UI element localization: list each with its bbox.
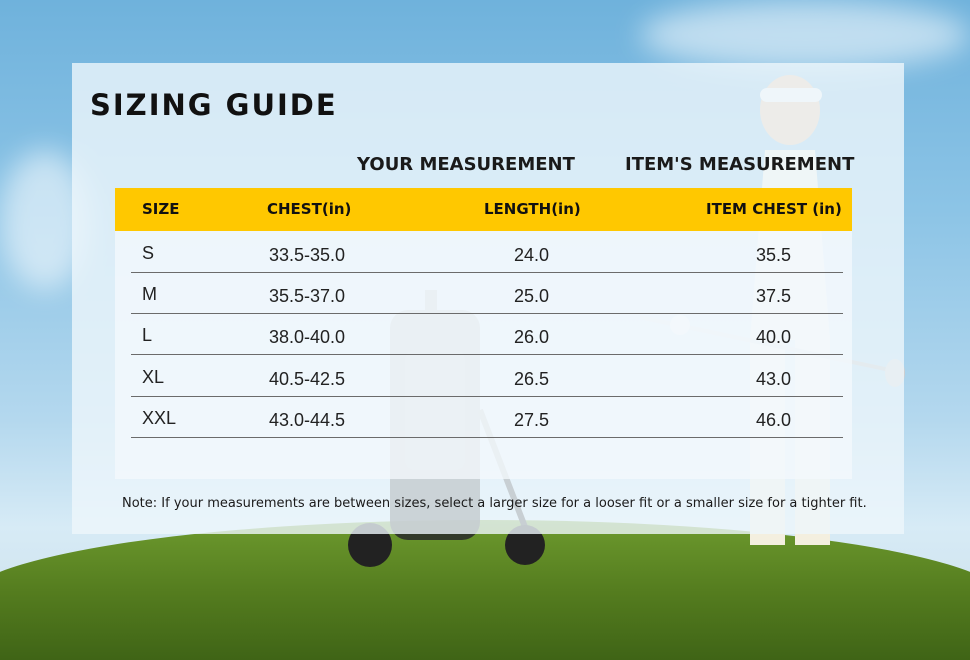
column-header-chest: CHEST(in) <box>267 200 352 218</box>
item-chest-cell: 37.5 <box>756 286 792 306</box>
column-header-size: SIZE <box>142 200 180 218</box>
chest-cell: 43.0-44.5 <box>269 410 346 430</box>
page-title: SIZING GUIDE <box>90 88 338 122</box>
size-cell: S <box>142 243 155 263</box>
item-chest-cell: 40.0 <box>756 327 792 347</box>
column-header-item-chest: ITEM CHEST (in) <box>706 200 842 218</box>
table-row <box>131 274 843 314</box>
table-row <box>131 398 843 438</box>
item-measurement-heading: ITEM'S MEASUREMENT <box>625 154 855 175</box>
chest-cell: 33.5-35.0 <box>269 245 346 265</box>
your-measurement-heading: YOUR MEASUREMENT <box>357 154 575 175</box>
size-cell: XXL <box>142 408 177 428</box>
row-divider <box>131 437 843 438</box>
size-cell: XL <box>142 367 165 387</box>
length-cell: 26.0 <box>514 327 550 347</box>
row-divider <box>131 396 843 397</box>
row-divider <box>131 313 843 314</box>
chest-cell: 38.0-40.0 <box>269 327 346 347</box>
row-divider <box>131 272 843 273</box>
item-chest-cell: 43.0 <box>756 369 792 389</box>
length-cell: 27.5 <box>514 410 550 430</box>
size-cell: M <box>142 284 157 304</box>
item-chest-cell: 35.5 <box>756 245 792 265</box>
length-cell: 25.0 <box>514 286 550 306</box>
table-row <box>131 357 843 397</box>
chest-cell: 40.5-42.5 <box>269 369 346 389</box>
fit-note: Note: If your measurements are between sizes, select a larger size for a looser fit or a smaller size for a tighter fit. <box>122 496 867 511</box>
row-divider <box>131 354 843 355</box>
chest-cell: 35.5-37.0 <box>269 286 346 306</box>
length-cell: 24.0 <box>514 245 550 265</box>
size-cell: L <box>142 325 153 345</box>
item-chest-cell: 46.0 <box>756 410 792 430</box>
table-row <box>131 233 843 273</box>
length-cell: 26.5 <box>514 369 550 389</box>
column-header-length: LENGTH(in) <box>484 200 581 218</box>
cloud <box>640 0 970 70</box>
table-row <box>131 315 843 355</box>
